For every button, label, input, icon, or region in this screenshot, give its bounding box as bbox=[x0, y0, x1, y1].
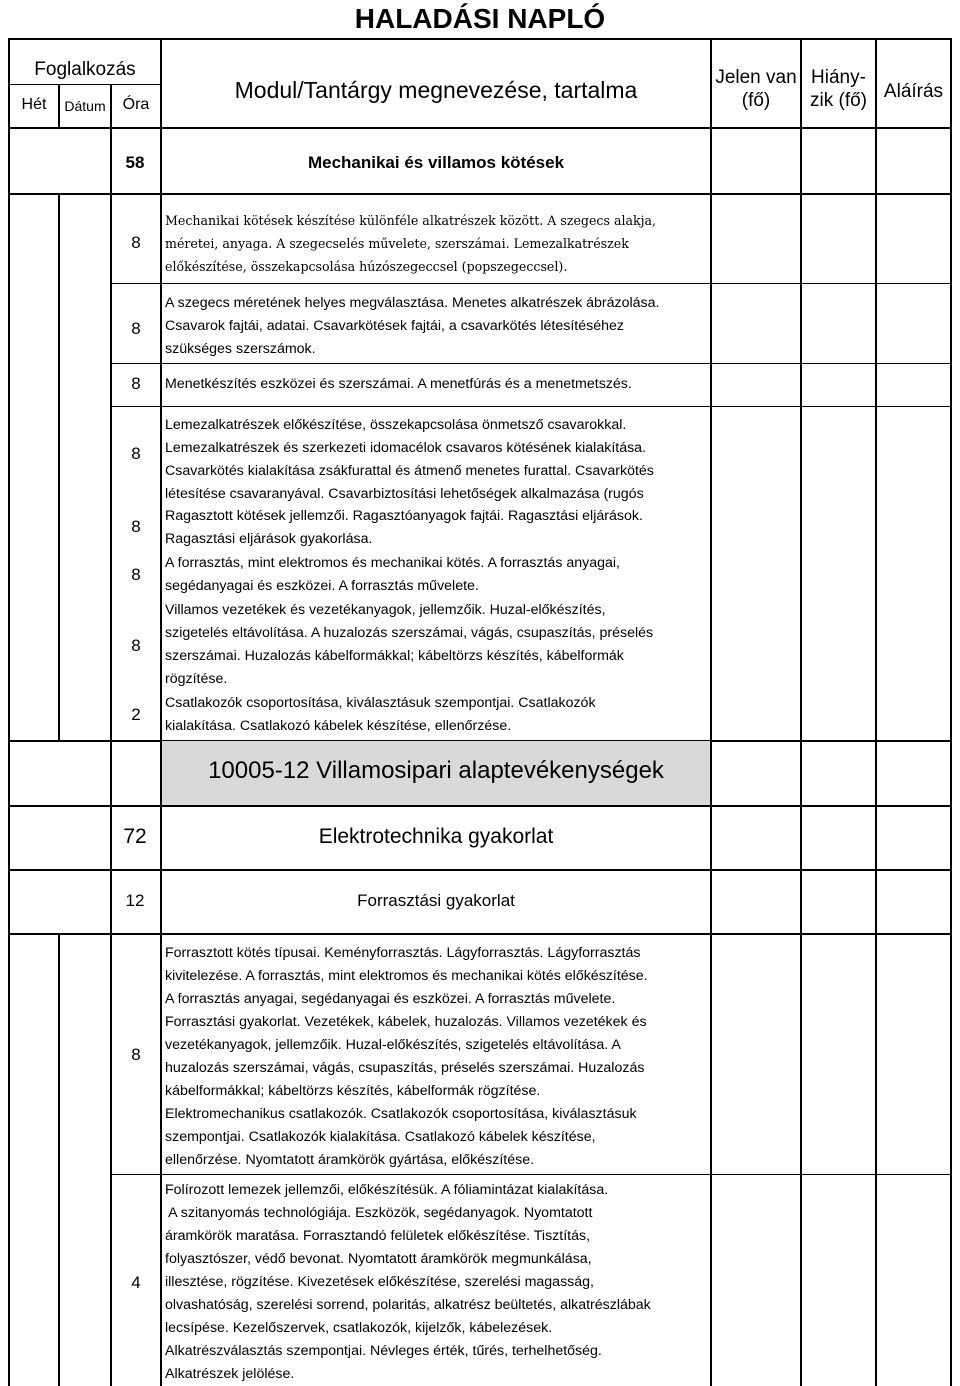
row-line: Folírozott lemezek jellemzői, előkészítésük. A fóliamintázat kialakítása. bbox=[165, 1182, 609, 1198]
row-hours: 2 bbox=[131, 705, 141, 724]
row-line: Csavarkötés kialakítása zsákfurattal és átmenő menetes furattal. Csavarkötés bbox=[165, 463, 654, 479]
row-line: A forrasztás anyagai, segédanyagai és eszközei. A forrasztás művelete. bbox=[165, 991, 616, 1007]
row-line: Lemezalkatrészek előkészítése, összekapcsolása önmetsző csavarokkal. bbox=[165, 417, 627, 433]
row-line: kábelformákkal; kábeltörzs készítés, kábelformák rögzítése. bbox=[165, 1083, 541, 1099]
row-description bbox=[165, 942, 710, 1172]
row-line: Csatlakozók csoportosítása, kiválasztásuk szempontjai. Csatlakozók bbox=[165, 695, 596, 711]
row-line: segédanyagai és eszközei. A forrasztás művelete. bbox=[165, 578, 479, 594]
section-title: Forrasztási gyakorlat bbox=[357, 891, 515, 910]
row-line: méretei, anyaga. A szegecselés művelete, szerszámai. Lemezalkatrészek bbox=[165, 236, 629, 251]
header-datum: Dátum bbox=[64, 98, 106, 114]
row-hours: 8 bbox=[131, 319, 141, 338]
row-line: A szitanyomás technológiája. Eszközök, segédanyagok. Nyomtatott bbox=[165, 1205, 593, 1221]
row-line: olvashatóság, szerelési sorrend, polaritás, alkatrész beültetés, alkatrészlábak bbox=[165, 1297, 651, 1313]
section-title: Elektrotechnika gyakorlat bbox=[318, 825, 554, 848]
section-hours: 12 bbox=[125, 891, 145, 910]
header-het: Hét bbox=[21, 96, 47, 113]
header-hiany-line1: Hiány- bbox=[811, 67, 866, 88]
row-line: ellenőrzése. Nyomtatott áramkörök gyártása, előkészítése. bbox=[165, 1152, 535, 1168]
row-line: Ragasztási eljárások gyakorlása. bbox=[165, 531, 373, 547]
row-line: rögzítése. bbox=[165, 671, 228, 687]
row-line: Forrasztási gyakorlat. Vezetékek, kábelek, huzalozás. Villamos vezetékek és bbox=[165, 1014, 647, 1030]
row-line: lecsípése. Kezelőszervek, csatlakozók, kijelzők, kábelezések. bbox=[165, 1320, 553, 1336]
row-hours: 8 bbox=[131, 517, 141, 536]
row-line: Villamos vezetékek és vezetékanyagok, jellemzőik. Huzal-előkészítés, bbox=[165, 602, 606, 618]
row-line: szigetelés eltávolítása. A huzalozás szerszámai, vágás, csupaszítás, préselés bbox=[165, 625, 654, 641]
row-description bbox=[165, 692, 710, 738]
row-line: Elektromechanikus csatlakozók. Csatlakozók csoportosítása, kiválasztásuk bbox=[165, 1106, 637, 1122]
row-hours: 8 bbox=[131, 1045, 141, 1064]
row-hours: 8 bbox=[131, 565, 141, 584]
row-description bbox=[165, 414, 710, 506]
row-description bbox=[165, 1179, 710, 1386]
header-ora: Óra bbox=[122, 96, 150, 113]
header-jelen-van-line2: (fő) bbox=[741, 90, 771, 111]
row-line: előkészítése, összekapcsolása húzószegeccsel (popszegeccsel). bbox=[165, 259, 568, 274]
row-line: A szegecs méretének helyes megválasztása. Menetes alkatrészek ábrázolása. bbox=[165, 295, 660, 311]
row-line: folyasztószer, védő bevonat. Nyomtatott áramkörök megmunkálása, bbox=[165, 1251, 592, 1267]
row-line: Menetkészítés eszközei és szerszámai. A menetfúrás és a menetmetszés. bbox=[165, 376, 632, 392]
section-hours: 58 bbox=[125, 153, 145, 172]
row-line: Alkatrészek jelölése. bbox=[165, 1366, 295, 1382]
row-line: létesítése csavaranyával. Csavarbiztosítási lehetőségek alkalmazása (rugós bbox=[165, 486, 644, 502]
row-line: szempontjai. Csatlakozók kialakítása. Csatlakozó kábelek készítése, bbox=[165, 1129, 596, 1145]
row-hours: 8 bbox=[131, 233, 141, 252]
row-line: áramkörök maratása. Forrasztandó felületek előkészítése. Tisztítás, bbox=[165, 1228, 591, 1244]
header-hiany bbox=[802, 66, 875, 112]
row-line: huzalozás szerszámai, vágás, csupaszítás, préselés szerszámai. Huzalozás bbox=[165, 1060, 645, 1076]
header-alairas: Aláírás bbox=[883, 81, 944, 102]
row-hours: 8 bbox=[131, 444, 141, 463]
row-line: A forrasztás, mint elektromos és mechanikai kötés. A forrasztás anyagai, bbox=[165, 555, 620, 571]
header-modul: Modul/Tantárgy megnevezése, tartalma bbox=[234, 77, 638, 103]
section-hours: 72 bbox=[123, 825, 147, 848]
header-foglalkozas: Foglalkozás bbox=[34, 59, 136, 80]
section-title: Mechanikai és villamos kötések bbox=[307, 153, 565, 172]
row-line: kialakítása. Csatlakozó kábelek készítése, ellenőrzése. bbox=[165, 718, 512, 734]
row-line: szerszámai. Huzalozás kábelformákkal; kábeltörzs készítés, kábelformák bbox=[165, 648, 624, 664]
row-description bbox=[165, 373, 710, 396]
page-title: HALADÁSI NAPLÓ bbox=[354, 3, 606, 34]
row-line: illesztése, rögzítése. Kivezetések előkészítése, szerelési magasság, bbox=[165, 1274, 594, 1290]
row-line: Lemezalkatrészek és szerkezeti idomacélok csavaros kötésének kialakítása. bbox=[165, 440, 647, 456]
row-description bbox=[165, 292, 710, 361]
row-line: szükséges szerszámok. bbox=[165, 341, 316, 357]
header-jelen-van bbox=[712, 66, 800, 112]
row-line: kivitelezése. A forrasztás, mint elektromos és mechanikai kötés előkészítése. bbox=[165, 968, 648, 984]
header-hiany-line2: zik (fő) bbox=[810, 90, 867, 111]
row-hours: 8 bbox=[131, 636, 141, 655]
row-hours: 8 bbox=[131, 374, 141, 393]
row-description bbox=[165, 209, 710, 278]
row-line: Csavarok fajtái, adatai. Csavarkötések fajtái, a csavarkötés létesítéséhez bbox=[165, 318, 624, 334]
row-line: Forrasztott kötés típusai. Keményforrasztás. Lágyforrasztás. Lágyforrasztás bbox=[165, 945, 641, 961]
row-description bbox=[165, 552, 710, 598]
row-line: Ragasztott kötések jellemzői. Ragasztóanyagok fajtái. Ragasztási eljárások. bbox=[165, 508, 643, 524]
row-line: vezetékanyagok, jellemzőik. Huzal-előkészítés, szigetelés eltávolítása. A bbox=[165, 1037, 621, 1053]
row-line: Alkatrészválasztás szempontjai. Névleges érték, tűrés, terhelhetőség. bbox=[165, 1343, 602, 1359]
row-hours: 4 bbox=[131, 1273, 141, 1292]
row-description bbox=[165, 505, 710, 551]
module-title: 10005-12 Villamosipari alaptevékenységek bbox=[208, 757, 664, 784]
header-jelen-van-line1: Jelen van bbox=[715, 67, 797, 88]
row-line: Mechanikai kötések készítése különféle alkatrészek között. A szegecs alakja, bbox=[165, 213, 657, 228]
row-description bbox=[165, 599, 710, 691]
